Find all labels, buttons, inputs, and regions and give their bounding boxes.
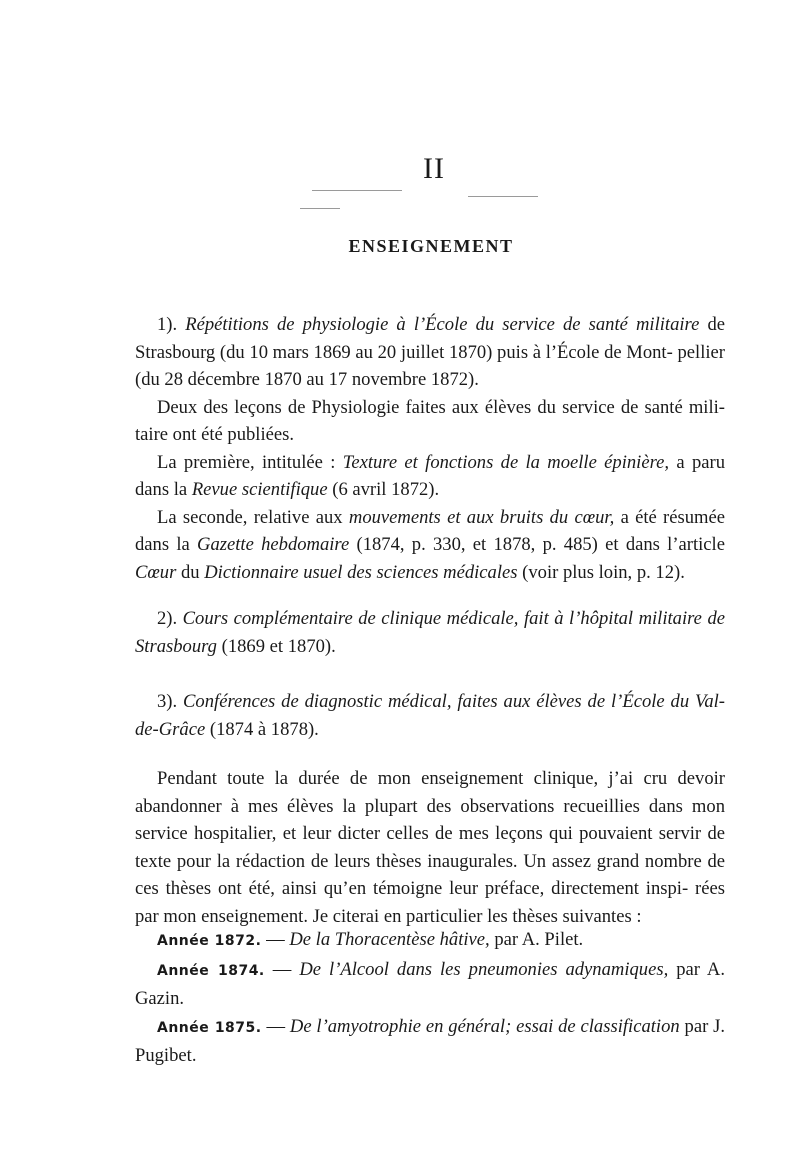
section-1-title: Répétitions de physiologie à l’École du service de santé militaire <box>185 314 700 335</box>
print-speck <box>300 208 340 209</box>
section-3-title: Conférences de diagnostic médical, faites aux élèves de l’École du Val- de-Grâce <box>135 691 725 740</box>
closing-paragraph: Pendant toute la durée de mon enseignement clinique, j’ai cru devoir abandonner à mes élèves la plupart des observations recueillies dans mon service hospitalier, et leur dicter celles de mes leçons qui pouvaient servir de texte pour la rédaction de leurs thèses inaugurales. Un assez grand nombre de ces thèses ont été, ainsi qu’en témoigne leur préface, directement inspi- rées par mon enseignement. Je citerai en particulier les thèses suivantes : <box>135 768 725 927</box>
section-3-paragraph <box>135 688 725 743</box>
section-1-para-2: Deux des leçons de Physiologie faites aux élèves du service de santé mili- taire ont été publiées. <box>135 396 725 445</box>
section-1-line3: pellier (du 28 décembre 1870 au 17 novembre 1872). <box>135 341 725 390</box>
para-4-prefix: La seconde, relative aux <box>157 506 343 528</box>
para-4-dictionary: Dictionnaire usuel des sciences médicales <box>204 561 518 583</box>
thesis-1872-label: Année 1872. <box>157 933 262 949</box>
section-3 <box>135 688 725 743</box>
thesis-1875-title: De l’amyotrophie en général; essai de classification <box>289 1015 680 1037</box>
para-4-mid-3: du <box>181 561 200 583</box>
section-1-line2: Strasbourg (du 10 mars 1869 au 20 juillet 1870) puis à l’École de Mont- <box>135 341 673 363</box>
thesis-1874-label: Année 1874. <box>157 962 265 979</box>
section-2 <box>135 605 725 660</box>
section-1-para-4 <box>135 504 725 587</box>
thesis-1874-title: De l’Alcool dans les pneumonies adynamiques, <box>299 958 669 980</box>
para-3-prefix: La première, intitulée : <box>157 451 336 473</box>
thesis-1875 <box>135 1013 725 1070</box>
para-4-mid-1: a été résumée dans la <box>135 506 726 555</box>
section-1 <box>135 311 725 586</box>
para-4-journal: Gazette hebdomaire <box>197 534 350 555</box>
section-2-suffix: (1869 et 1870). <box>221 635 336 657</box>
para-4-article: Cœur <box>135 561 177 583</box>
thesis-1875-dash: — <box>266 1015 286 1037</box>
section-1-heading <box>135 311 725 394</box>
section-1-line1-tail: de <box>707 314 725 335</box>
chapter-numeral: II <box>423 152 445 185</box>
thesis-1875-label: Année 1875. <box>157 1019 262 1036</box>
para-3-title: Texture et fonctions de la moelle épinière, <box>342 451 670 473</box>
thesis-1874-dash: — <box>272 958 292 980</box>
theses-list <box>135 926 725 1070</box>
section-1-para-3 <box>135 449 725 504</box>
section-2-number: 2). <box>157 608 178 629</box>
thesis-1874-author: par A. Gazin. <box>135 958 726 1009</box>
para-4-suffix: (voir plus loin, p. 12). <box>522 561 685 583</box>
print-speck <box>312 190 402 191</box>
para-3-journal: Revue scientifique <box>191 479 328 500</box>
thesis-1872 <box>135 926 725 956</box>
thesis-1872-author: par A. Pilet. <box>494 929 584 950</box>
para-4-mid-2: (1874, p. 330, et 1878, p. 485) et dans l’article <box>356 534 725 555</box>
section-3-number: 3). <box>157 691 178 712</box>
closing-section <box>135 765 725 930</box>
chapter-title: ENSEIGNEMENT <box>348 236 514 256</box>
section-3-suffix: (1874 à 1878). <box>209 718 319 740</box>
para-4-title: mouvements et aux bruits du cœur, <box>348 506 615 528</box>
print-speck <box>468 196 538 197</box>
section-2-paragraph <box>135 605 725 660</box>
section-1-number: 1). <box>157 314 178 335</box>
thesis-1875-author: par J. Pugibet. <box>135 1015 725 1066</box>
section-2-title: Cours complémentaire de clinique médicale, fait à l’hôpital militaire de Strasbourg <box>135 608 725 657</box>
thesis-1872-dash: — <box>266 929 285 950</box>
thesis-1872-title: De la Thoracentèse hâtive, <box>289 929 490 950</box>
para-3-mid: a paru dans la <box>135 451 725 500</box>
para-3-suffix: (6 avril 1872). <box>332 479 440 500</box>
thesis-1874 <box>135 956 725 1013</box>
